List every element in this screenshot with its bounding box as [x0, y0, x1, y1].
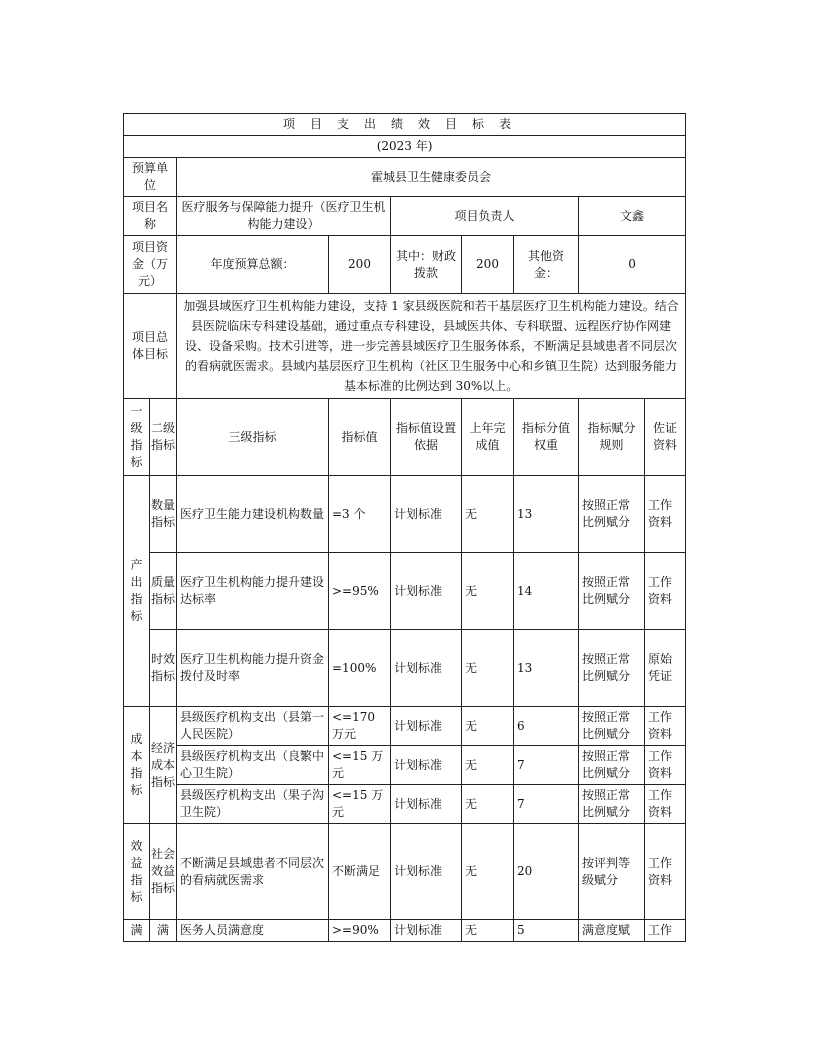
indicator-basis: 计划标准 [391, 630, 462, 707]
header-value: 指标值 [329, 399, 391, 476]
indicator-last-year: 无 [462, 630, 514, 707]
indicator-last-year: 无 [462, 476, 514, 553]
indicator-name: 医疗卫生机构能力提升资金拨付及时率 [177, 630, 329, 707]
table-row [124, 476, 686, 553]
indicator-value: >=90% [329, 920, 391, 942]
header-basis: 指标值设置依据 [391, 399, 462, 476]
table-row [124, 920, 686, 942]
indicator-last-year: 无 [462, 920, 514, 942]
table-row [124, 746, 686, 785]
indicator-name: 医疗卫生能力建设机构数量 [177, 476, 329, 553]
indicator-weight: 7 [514, 746, 579, 785]
header-last-year: 上年完成值 [462, 399, 514, 476]
header-level2: 二级指标 [150, 399, 177, 476]
indicator-name: 医疗卫生机构能力提升建设达标率 [177, 553, 329, 630]
indicator-evidence: 工作资料 [645, 707, 686, 746]
indicator-value: <=15 万元 [329, 746, 391, 785]
fiscal-value: 200 [462, 236, 514, 294]
indicator-basis: 计划标准 [391, 476, 462, 553]
indicator-basis: 计划标准 [391, 746, 462, 785]
indicator-rule: 按照正常比例赋分 [579, 630, 645, 707]
table-row [124, 824, 686, 920]
budget-unit-label: 预算单位 [124, 158, 177, 197]
indicator-last-year: 无 [462, 707, 514, 746]
overall-goal-label: 项目总体目标 [124, 294, 177, 399]
indicator-evidence: 工作资料 [645, 785, 686, 824]
indicator-basis: 计划标准 [391, 920, 462, 942]
indicator-weight: 7 [514, 785, 579, 824]
header-weight: 指标分值权重 [514, 399, 579, 476]
project-name-value: 医疗服务与保障能力提升（医疗卫生机构能力建设） [177, 197, 391, 236]
overall-goal-text: 加强县域医疗卫生机构能力建设，支持 1 家县级医院和若干基层医疗卫生机构能力建设。结合县医院临床专科建设基础，通过重点专科建设，县域医共体、专科联盟、远程医疗协作网建设、设备采购。技术引进等，进一步完善县域医疗卫生服务体系，不断满足县域患者不同层次的看病就医需求。县域内基层医疗卫生机构（社区卫生服务中心和乡镇卫生院）达到服务能力基本标准的比例达到 30%以上。 [177, 294, 686, 399]
indicator-rule: 按照正常比例赋分 [579, 707, 645, 746]
table-year: (2023 年) [124, 136, 686, 158]
indicator-name: 县级医疗机构支出（县第一人民医院） [177, 707, 329, 746]
performance-table [123, 113, 686, 942]
indicator-value: <=170 万元 [329, 707, 391, 746]
indicator-name: 县级医疗机构支出（果子沟卫生院） [177, 785, 329, 824]
indicator-rule: 按照正常比例赋分 [579, 746, 645, 785]
subgroup-social-benefit: 社会效益指标 [150, 824, 177, 920]
indicator-evidence: 工作资料 [645, 476, 686, 553]
indicator-rule: 按评判等级赋分 [579, 824, 645, 920]
indicator-weight: 6 [514, 707, 579, 746]
indicator-rule: 按照正常比例赋分 [579, 553, 645, 630]
indicator-name: 医务人员满意度 [177, 920, 329, 942]
indicator-weight: 13 [514, 476, 579, 553]
budget-unit-value: 霍城县卫生健康委员会 [177, 158, 686, 197]
performance-target-sheet [123, 113, 685, 942]
other-funds-label: 其他资金： [514, 236, 579, 294]
indicator-evidence: 工作资料 [645, 553, 686, 630]
header-evidence: 佐证资料 [645, 399, 686, 476]
subgroup-timeliness: 时效指标 [150, 630, 177, 707]
indicator-evidence: 工作资料 [645, 824, 686, 920]
project-name-label: 项目名称 [124, 197, 177, 236]
indicator-basis: 计划标准 [391, 553, 462, 630]
indicator-last-year: 无 [462, 553, 514, 630]
table-row [124, 630, 686, 707]
table-title: 项目支出绩效目标表 [124, 114, 686, 136]
indicator-last-year: 无 [462, 785, 514, 824]
indicator-evidence: 工作资料 [645, 746, 686, 785]
header-level1: 一级指标 [124, 399, 150, 476]
annual-total-value: 200 [329, 236, 391, 294]
indicator-weight: 13 [514, 630, 579, 707]
group-output: 产出指标 [124, 476, 150, 707]
indicator-rule: 按照正常比例赋分 [579, 785, 645, 824]
subgroup-quality: 质量指标 [150, 553, 177, 630]
indicator-last-year: 无 [462, 746, 514, 785]
indicator-name: 不断满足县域患者不同层次的看病就医需求 [177, 824, 329, 920]
indicator-value: >=95% [329, 553, 391, 630]
indicator-evidence: 原始凭证 [645, 630, 686, 707]
fiscal-label: 其中：财政拨款 [391, 236, 462, 294]
subgroup-satisfaction: 满 [150, 920, 177, 942]
group-benefit: 效益指标 [124, 824, 150, 920]
header-level3: 三级指标 [177, 399, 329, 476]
indicator-rule: 按照正常比例赋分 [579, 476, 645, 553]
project-leader-label: 项目负责人 [391, 197, 579, 236]
indicator-basis: 计划标准 [391, 707, 462, 746]
indicator-evidence: 工作 [645, 920, 686, 942]
indicator-value: =3 个 [329, 476, 391, 553]
group-cost: 成本指标 [124, 707, 150, 824]
indicator-name: 县级医疗机构支出（良繁中心卫生院） [177, 746, 329, 785]
indicator-value: <=15 万元 [329, 785, 391, 824]
indicator-weight: 14 [514, 553, 579, 630]
project-leader-value: 文鑫 [579, 197, 686, 236]
group-satisfaction: 满 [124, 920, 150, 942]
indicator-basis: 计划标准 [391, 785, 462, 824]
annual-total-label: 年度预算总额： [177, 236, 329, 294]
other-funds-value: 0 [579, 236, 686, 294]
header-rule: 指标赋分规则 [579, 399, 645, 476]
indicator-weight: 20 [514, 824, 579, 920]
funds-label: 项目资金（万元） [124, 236, 177, 294]
subgroup-quantity: 数量指标 [150, 476, 177, 553]
indicator-rule: 满意度赋 [579, 920, 645, 942]
indicator-weight: 5 [514, 920, 579, 942]
table-row [124, 785, 686, 824]
indicator-basis: 计划标准 [391, 824, 462, 920]
indicator-last-year: 无 [462, 824, 514, 920]
table-row [124, 553, 686, 630]
table-row [124, 707, 686, 746]
indicator-value: 不断满足 [329, 824, 391, 920]
subgroup-economic-cost: 经济成本指标 [150, 707, 177, 824]
indicator-value: =100% [329, 630, 391, 707]
